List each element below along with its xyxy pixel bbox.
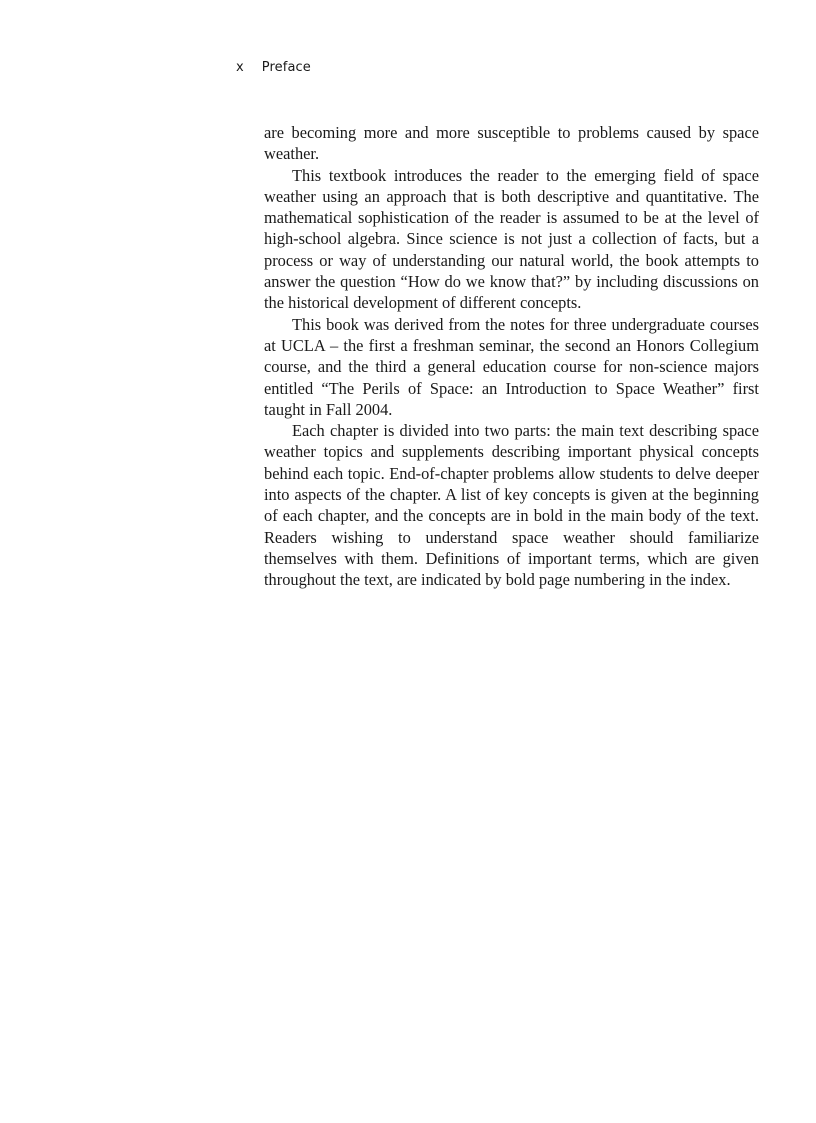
section-title: Preface [261,60,311,75]
paragraph: This book was derived from the notes for three undergraduate courses at UCLA – the first a freshman seminar, the second an Honors Collegium course, and the third a general education course for non-science majors entitled “The Perils of Space: an Introduction to Space Weather” first taught in Fall 2004. [264,314,759,419]
running-head [236,60,311,75]
paragraph: This textbook introduces the reader to the emerging field of space weather using an approach that is both descriptive and quantitative. The mathematical sophistication of the reader is assumed to be at the level of high-school algebra. Since science is not just a collection of facts, but a process or way of understanding our natural world, the book attempts to answer the question “How do we know that?” by including discussions on the historical development of different concepts. [264,165,759,313]
paragraph: Each chapter is divided into two parts: the main text describing space weather topics and supplements describing important physical concepts behind each topic. End-of-chapter problems allow students to delve deeper into aspects of the chapter. A list of key concepts is given at the beginning of each chapter, and the concepts are in bold in the main body of the text. Readers wishing to understand space weather should familiarize themselves with them. Definitions of important terms, which are given throughout the text, are indicated by bold page numbering in the index. [264,421,759,590]
body-text [264,122,759,591]
paragraph: are becoming more and more susceptible to problems caused by space weather. [264,123,759,164]
page-number: x [236,60,244,75]
